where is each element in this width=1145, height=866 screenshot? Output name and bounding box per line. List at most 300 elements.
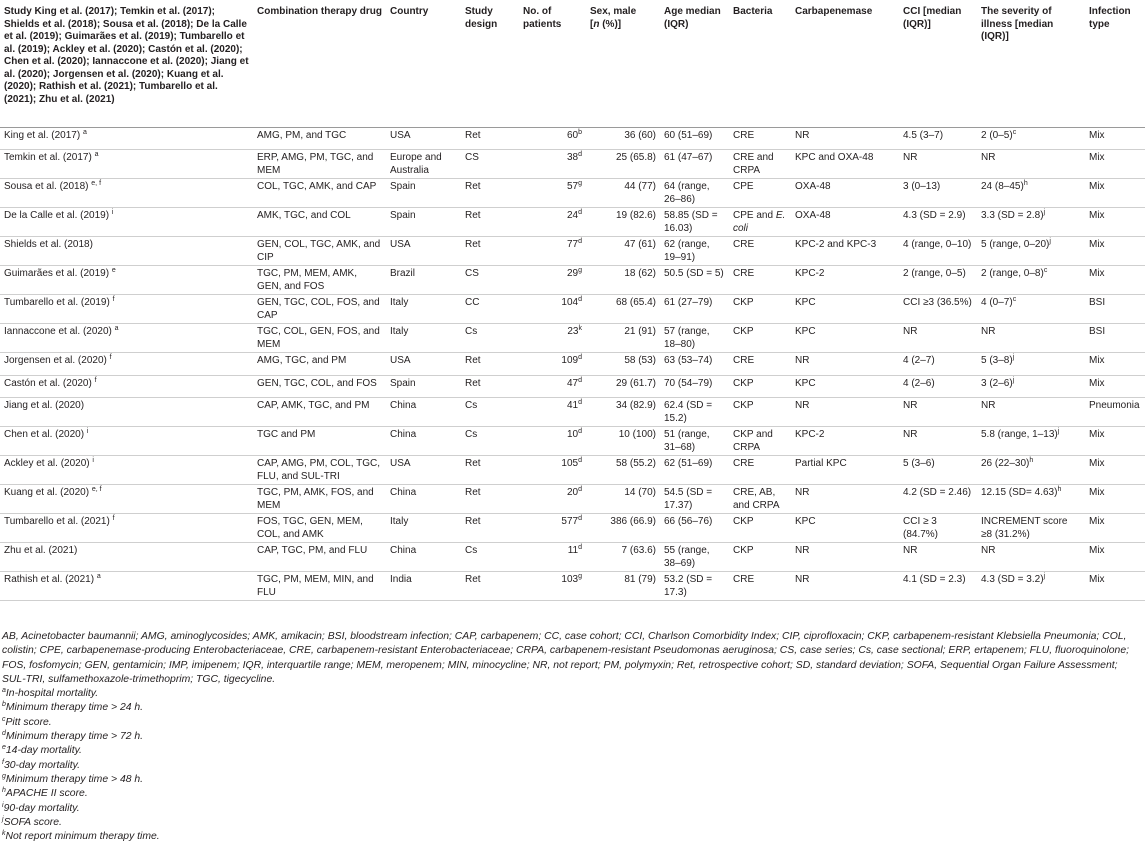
footnote-mark: f [112,296,115,304]
footnote-mark: g [578,180,582,188]
footnote-mark: f [109,354,112,362]
footnote-mark: i [86,428,89,436]
cell-patients: 11$^d$ [567,544,582,557]
cell-design: Cs [465,400,478,412]
footnote-mark: h [1057,486,1062,494]
cell-country: USA [390,355,411,367]
footnote-mark: d [578,457,582,465]
header-sex-sub: [n (%)] [590,18,622,30]
cell-patients: 577$^d$ [561,515,582,528]
cell-infection: Mix [1089,516,1105,528]
cell-patients: 23$^k$ [567,325,582,338]
cell-severity: 12.15 (SD= 4.63)$^h$ [981,486,1062,499]
cell-infection: Mix [1089,377,1105,389]
footnote-mark: d [578,399,582,407]
cell-infection: Mix [1089,487,1105,499]
cell-drug: ERP, AMG, PM, TGC, and MEM [257,152,374,176]
cell-drug: AMG, PM, and TGC [257,129,347,141]
footnote-mark: a [94,151,99,159]
cell-study: Tumbarello et al. (2019) $^f$ [4,296,115,309]
cell-cci: CCI ≥ 3 (84.7%) [903,516,939,540]
cell-study: Iannaccone et al. (2020) $^a$ [4,325,119,338]
cell-carbapenemase: NR [795,400,810,412]
cell-age: 58.85 (SD = 16.03) [664,210,718,234]
footnote-text: Not report minimum therapy time. [5,831,160,843]
table-row [0,150,1145,179]
cell-carbapenemase: KPC-2 [795,429,825,441]
cell-patients: 47$^d$ [566,376,582,389]
cell-drug: TGC and PM [257,429,316,441]
cell-bacteria: CPE and E. coli [733,210,786,234]
cell-patients: 24$^d$ [566,209,582,222]
cell-age: 62 (51–69) [664,458,713,470]
cell-cci: 2 (range, 0–5) [903,268,966,280]
cell-severity: 26 $(22-30)^h$ [981,457,1034,470]
header-severity: The severity of illness [median (IQR)] [981,6,1054,42]
footnote-mark: f [2,758,4,766]
footnote-mark: j [1049,238,1051,246]
cell-severity: NR [981,400,996,412]
cell-carbapenemase: KPC-2 [795,268,825,280]
cell-design: Ret [465,129,481,141]
cell-infection: Mix [1089,268,1105,280]
footnote-mark: d [578,428,582,436]
cell-study: Rathish et al. (2021) $^a$ [4,573,101,586]
cell-country: China [390,400,417,412]
cell-patients: 109$^d$ [561,354,582,367]
cell-age: 70 (54–79) [664,377,713,389]
cell-study: Shields et al. (2018) [4,239,93,251]
footnote-text: SOFA score. [3,816,62,828]
cell-study: Guimarães et al. (2019) $^e$ [4,267,116,280]
cell-bacteria: CKP [733,297,754,309]
abbreviations: AB, Acinetobacter baumannii; AMG, aminoglycosides; AMK, amikacin; BSI, bloodstream infection; CAP, carbapenem; CC, case cohort; CCI, Charlson Comorbidity Index; CIP, ciprofloxacin; CKP, carbapenem-resistant Klebsiella Pneumonia; COL, colistin; CPE, carbapenemase-producing Enterobacteriaceae, CRE, carbapenem-resistant Enterobacteriaceae; CRPA, carbapenem-resistant Pseudomonas aeruginosa; CS, case series; Cs, case sectional; ERP, ertapenem; FLU, fluoroquinolone; FOS, fosfomycin; GEN, gentamicin; IMP, imipenem; IQR, interquartile range; MEM, meropenem; MIN, minocycline; NR, not report; PM, polymyxin; Ret, retrospective cohort; SD, standard deviation; SOFA, Sequential Organ Failure Assessment; SUL-TRI, sulfamethoxazole-trimethoprim; TGC, tigecycline. [2,631,1130,685]
cell-bacteria: CRE [733,239,755,251]
cell-cci: 4 (2–7) [903,355,935,367]
table-row [0,179,1145,208]
cell-patients: 103$^g$ [561,573,582,586]
footnote-mark: e [2,744,6,752]
cell-infection: Mix [1089,545,1105,557]
cell-age: 50.5 (SD = 5) [664,268,724,280]
cell-bacteria: CRE, AB, and CRPA [733,487,780,511]
cell-cci: 4.1 (SD = 2.3) [903,574,966,586]
footnote-mark: a [114,325,119,333]
footnote-mark: b [2,701,6,709]
cell-study: De la Calle et al. (2019) $^i$ [4,209,114,222]
cell-severity: 2 $(0-5)^c$ [981,128,1017,141]
cell-country: Europe and Australia [390,152,442,176]
footnote-mark: k [578,325,582,333]
cell-country: China [390,487,417,499]
cell-cci: CCI ≥3 (36.5%) [903,297,972,309]
footnote-text: 14-day mortality. [5,745,82,757]
cell-severity: 3 $(2-6)^j$ [981,376,1015,389]
cell-bacteria: CKP [733,377,754,389]
cell-drug: GEN, COL, TGC, AMK, and CIP [257,239,381,263]
cell-country: Spain [390,210,416,222]
footnote-text: Minimum therapy time > 48 h. [5,773,144,785]
cell-infection: Mix [1089,355,1105,367]
cell-country: India [390,574,412,586]
footnote-text: In-hospital mortality. [5,688,99,700]
cell-drug: CAP, AMK, TGC, and PM [257,400,370,412]
table-row [0,266,1145,295]
table-row [0,127,1145,150]
cell-design: Ret [465,574,481,586]
cell-country: Spain [390,181,416,193]
table-row [0,324,1145,353]
cell-study: Zhu et al. (2021) [4,545,78,557]
cell-sex: 386 (66.9) [610,516,656,528]
cell-study: Jiang et al. (2020) [4,400,85,412]
header-sex [586,0,660,127]
footnote-mark: j [1012,376,1015,384]
footnote [2,701,1143,715]
footnote-mark: d [578,376,582,384]
cell-severity: INCREMENT score ≥8 (31.2%) [981,516,1068,540]
cell-drug: GEN, TGC, COL, and FOS [257,377,377,389]
footnote-mark: e [111,267,116,275]
footnote-mark: h [1029,457,1034,465]
cell-drug: TGC, COL, GEN, FOS, and MEM [257,326,380,350]
cell-severity: 4.3 (SD = 3.2)$^j$ [981,573,1046,586]
cell-age: 64 (range, 26–86) [664,181,710,205]
cell-patients: 104$^d$ [561,296,582,309]
cell-carbapenemase: KPC-2 and KPC-3 [795,239,877,251]
table-row [0,353,1145,376]
cell-sex: 29 (61.7) [615,377,656,389]
cell-bacteria: CRE [733,574,755,586]
cell-cci: NR [903,400,918,412]
footnote-mark: e, f [91,180,102,188]
cell-drug: CAP, AMG, PM, COL, TGC, FLU, and SUL-TRI [257,458,380,482]
cell-carbapenemase: KPC and OXA-48 [795,152,874,164]
cell-drug: GEN, TGC, COL, FOS, and CAP [257,297,380,321]
cell-bacteria: CRE and CRPA [733,152,774,176]
cell-age: 61 (47–67) [664,152,713,164]
cell-carbapenemase: Partial KPC [795,458,847,470]
cell-sex: 34 (82.9) [615,400,656,412]
cell-age: 54.5 (SD = 17.37) [664,487,713,511]
footnote-mark: d [578,544,582,552]
cell-design: Cs [465,326,478,338]
cell-drug: TGC, PM, MEM, AMK, GEN, and FOS [257,268,358,292]
table-header-row [0,0,1145,127]
footnote-mark: d [578,238,582,246]
cell-cci: NR [903,152,918,164]
cell-sex: 21 (91) [624,326,656,338]
cell-cci: NR [903,429,918,441]
cell-patients: 105$^d$ [561,457,582,470]
footnote-mark: a [96,573,101,581]
footnote [2,730,1143,744]
footnote-mark: j [2,815,4,823]
footnote-mark: j [1043,573,1046,581]
cell-study: Chen et al. (2020) $^i$ [4,428,89,441]
cell-study: Temkin et al. (2017) $^a$ [4,151,99,164]
header-carbapenemase: Carbapenemase [795,6,873,17]
cell-carbapenemase: NR [795,355,810,367]
cell-sex: 36 (60) [624,129,656,141]
cell-infection: BSI [1089,326,1106,338]
cell-study: Sousa et al. (2018) $^{e, f}$ [4,180,102,193]
cell-design: CS [465,152,479,164]
cell-age: 62.4 (SD = 15.2) [664,400,713,424]
cell-age: 57 (range, 18–80) [664,326,710,350]
footnote-mark: g [578,267,582,275]
cell-sex: 58 (53) [624,355,656,367]
cell-design: Ret [465,239,481,251]
footnote-mark: a [2,687,6,695]
cell-sex: 19 (82.6) [615,210,656,222]
cell-cci: 4.5 (3–7) [903,129,944,141]
cell-design: Ret [465,516,481,528]
cell-patients: 77$^d$ [566,238,582,251]
cell-bacteria: CKP [733,326,754,338]
cell-carbapenemase: KPC [795,516,816,528]
footnote-mark: c [1043,267,1048,275]
cell-carbapenemase: OXA-48 [795,210,831,222]
footnote [2,759,1143,773]
cell-carbapenemase: KPC [795,326,816,338]
footnote-mark: d [578,151,582,159]
cell-severity: 4 $(0-7)^c$ [981,296,1017,309]
footnote [2,744,1143,758]
footnote-mark: e, f [91,486,102,494]
footnote-mark: d [2,730,6,738]
cell-country: USA [390,458,411,470]
footnote-mark: g [2,772,6,780]
footnote-mark: d [578,515,582,523]
cell-drug: CAP, TGC, PM, and FLU [257,545,368,557]
cell-cci: 4 (2–6) [903,377,935,389]
cell-sex: 10 (100) [618,429,656,441]
cell-drug: TGC, PM, MEM, MIN, and FLU [257,574,374,598]
cell-country: Brazil [390,268,416,280]
cell-sex: 18 (62) [624,268,656,280]
table-row [0,427,1145,456]
cell-design: Ret [465,355,481,367]
footnote-mark: d [578,354,582,362]
cell-severity: NR [981,545,996,557]
cell-infection: BSI [1089,297,1106,309]
table-row [0,295,1145,324]
cell-design: Ret [465,377,481,389]
cell-bacteria: CRE [733,458,755,470]
cell-age: 55 (range, 38–69) [664,545,710,569]
footnote-mark: h [1023,180,1028,188]
cell-bacteria: CPE [733,181,754,193]
cell-infection: Mix [1089,458,1105,470]
cell-patients: 57$^g$ [566,180,582,193]
cell-severity: NR [981,326,996,338]
cell-cci: NR [903,326,918,338]
cell-age: 61 (27–79) [664,297,713,309]
cell-age: 66 (56–76) [664,516,713,528]
cell-cci: 4 (range, 0–10) [903,239,972,251]
cell-cci: 4.3 (SD = 2.9) [903,210,966,222]
table-row [0,485,1145,514]
header-sex-label: Sex, male [590,6,637,17]
footnote [2,802,1143,816]
cell-carbapenemase: KPC [795,297,816,309]
footnote-mark: g [578,573,582,581]
cell-country: China [390,545,417,557]
footnote-mark: i [111,209,114,217]
footnote [2,830,1143,844]
cell-drug: TGC, PM, AMK, FOS, and MEM [257,487,374,511]
cell-design: CS [465,268,479,280]
footnote-mark: j [1057,428,1060,436]
footnote-text: Pitt score. [5,716,52,728]
header-cci: CCI [median (IQR)] [903,6,962,30]
cell-infection: Pneumonia [1089,400,1140,412]
cell-cci: 5 (3–6) [903,458,935,470]
cell-sex: 47 (61) [624,239,656,251]
cell-severity: 3.3 (SD = 2.8)$^j$ [981,209,1046,222]
cell-drug: COL, TGC, AMK, and CAP [257,181,377,193]
header-age: Age median (IQR) [664,6,721,30]
cell-severity: NR [981,152,996,164]
cell-design: Cs [465,545,478,557]
cell-country: China [390,429,417,441]
footnote-text: APACHE II score. [5,788,88,800]
cell-country: Spain [390,377,416,389]
cell-carbapenemase: KPC [795,377,816,389]
footnote-mark: c [1012,296,1017,304]
cell-carbapenemase: NR [795,129,810,141]
table-notes [0,630,1143,844]
cell-design: Cs [465,429,478,441]
footnote-text: Minimum therapy time > 72 h. [5,731,144,743]
footnote-mark: k [2,830,6,838]
cell-age: 62 (range, 19–91) [664,239,710,263]
table-row [0,208,1145,237]
table-body [0,127,1145,601]
header-infection: Infection type [1089,6,1131,30]
footnote-text: 30-day mortality. [3,759,80,771]
cell-country: Italy [390,297,409,309]
cell-cci: NR [903,545,918,557]
cell-study: Jorgensen et al. (2020) $^f$ [4,354,112,367]
cell-severity: 5 $(3-8)^j$ [981,354,1015,367]
cell-design: CC [465,297,480,309]
cell-severity: 2 (range, 0–8)$^c$ [981,267,1048,280]
cell-infection: Mix [1089,429,1105,441]
cell-design: Ret [465,210,481,222]
footnotes-list [2,687,1143,844]
cell-carbapenemase: NR [795,574,810,586]
cell-age: 63 (53–74) [664,355,713,367]
cell-infection: Mix [1089,129,1105,141]
cell-study: Kuang et al. (2020) $^{e, f}$ [4,486,102,499]
cell-design: Ret [465,458,481,470]
table-row [0,456,1145,485]
footnote-mark: j [1012,354,1015,362]
footnote [2,716,1143,730]
cell-carbapenemase: NR [795,545,810,557]
footnote-mark: f [112,515,115,523]
cell-study: Ackley et al. (2020) $^i$ [4,457,94,470]
cell-drug: FOS, TGC, GEN, MEM, COL, and AMK [257,516,363,540]
footnote-mark: i [2,801,4,809]
cell-patients: 10$^d$ [566,428,582,441]
cell-sex: 25 (65.8) [615,152,656,164]
table-row [0,237,1145,266]
cell-severity: 5.8 (range, 1–13)$^j$ [981,428,1060,441]
footnote [2,773,1143,787]
cell-sex: 44 (77) [624,181,656,193]
footnote-mark: d [578,209,582,217]
cell-severity: 5 (range, 0–20)$^j$ [981,238,1051,251]
cell-bacteria: CRE [733,268,755,280]
cell-sex: 7 (63.6) [621,545,656,557]
table-row [0,375,1145,398]
cell-country: USA [390,239,411,251]
footnote-mark: a [82,128,87,136]
cell-country: Italy [390,326,409,338]
cell-study: King et al. (2017) $^a$ [4,128,87,141]
footnote [2,787,1143,801]
cell-age: 53.2 (SD = 17.3) [664,574,713,598]
cell-patients: 38$^d$ [566,151,582,164]
cell-infection: Mix [1089,152,1105,164]
cell-patients: 41$^d$ [566,399,582,412]
cell-design: Ret [465,487,481,499]
cell-bacteria: CRE [733,355,755,367]
cell-age: 51 (range, 31–68) [664,429,710,453]
footnote-mark: c [1012,128,1017,136]
footnote-mark: b [578,128,582,136]
cell-country: USA [390,129,411,141]
cell-sex: 68 (65.4) [615,297,656,309]
cell-bacteria: CKP [733,545,754,557]
header-drug: Combination therapy drug [257,6,382,17]
cell-design: Ret [465,181,481,193]
footnote-mark: d [578,296,582,304]
table-row [0,572,1145,601]
cell-drug: AMK, TGC, and COL [257,210,351,222]
cell-study: Tumbarello et al. (2021) $^f$ [4,515,115,528]
cell-infection: Mix [1089,574,1105,586]
cell-bacteria: CRE [733,129,755,141]
cell-sex: 58 (55.2) [615,458,656,470]
cell-bacteria: CKP [733,400,754,412]
cell-drug: AMG, TGC, and PM [257,355,347,367]
footnote [2,816,1143,830]
cell-bacteria: CKP and CRPA [733,429,773,453]
cell-sex: 81 (79) [624,574,656,586]
cell-carbapenemase: OXA-48 [795,181,831,193]
table-row [0,398,1145,427]
cell-sex: 14 (70) [624,487,656,499]
footnote-mark: h [2,787,6,795]
cell-severity: 24 $(8-45)^h$ [981,180,1028,193]
table-row [0,514,1145,543]
cell-age: 60 (51–69) [664,129,713,141]
cell-patients: 20$^d$ [566,486,582,499]
footnote-mark: f [94,376,97,384]
cell-infection: Mix [1089,181,1105,193]
footnote [2,687,1143,701]
header-bacteria: Bacteria [733,6,773,17]
footnote-text: Minimum therapy time > 24 h. [5,702,144,714]
cell-infection: Mix [1089,239,1105,251]
cell-patients: 29$^g$ [566,267,582,280]
footnote-mark: d [578,486,582,494]
cell-infection: Mix [1089,210,1105,222]
